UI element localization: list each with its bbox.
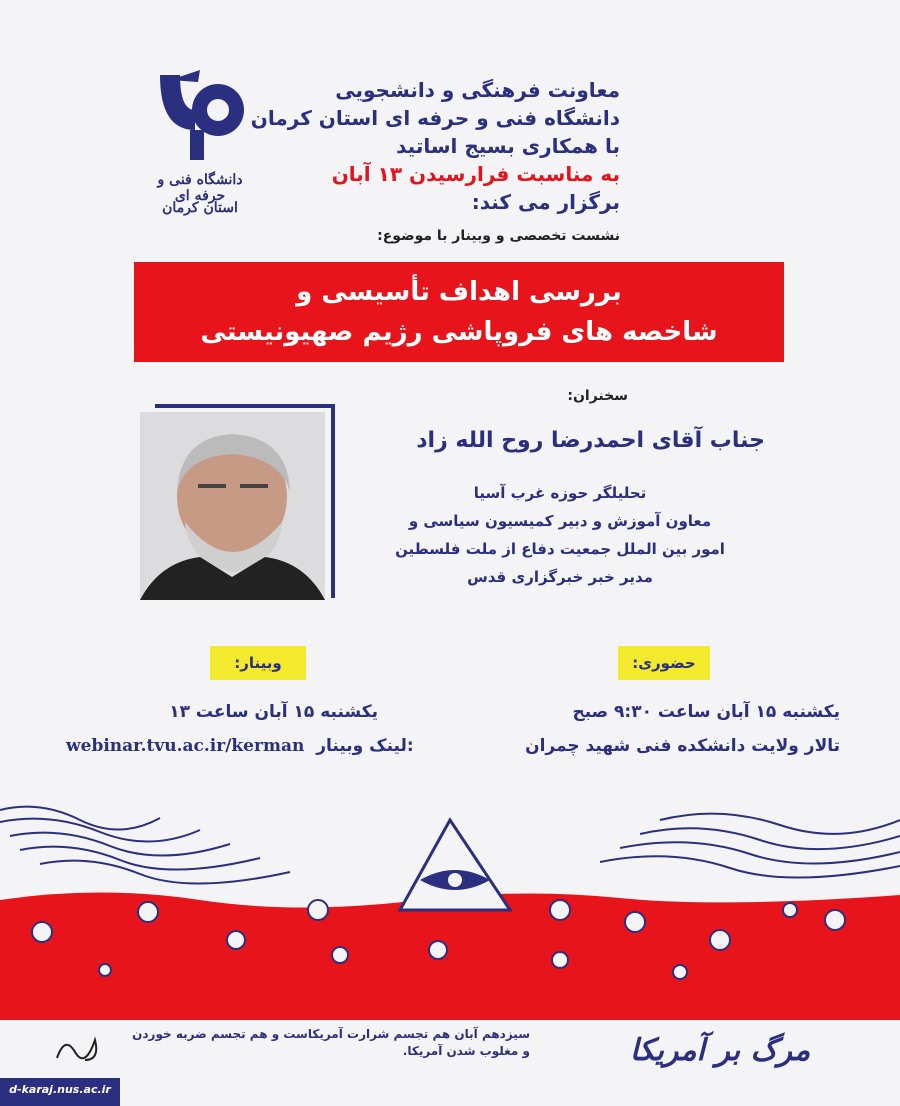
header-line1: معاونت فرهنگی و دانشجویی	[335, 78, 620, 102]
webinar-link-label: لینک وبینار:	[316, 736, 414, 756]
header-line3: با همکاری بسیج اساتید	[396, 134, 620, 158]
title-line1: بررسی اهداف تأسیسی و	[296, 277, 622, 307]
header-line2: دانشگاه فنی و حرفه ای استان کرمان	[250, 106, 620, 130]
in-person-tag: حضوری:	[618, 646, 710, 680]
pyramid-eye-icon	[400, 820, 510, 910]
logo-caption-line2: استان کرمان	[162, 200, 238, 216]
in-person-time: یکشنبه ۱۵ آبان ساعت ۹:۳۰ صبح	[572, 702, 840, 722]
slogan-calligraphy	[610, 1015, 830, 1095]
logo-caption-line1: دانشگاه فنی و حرفه ای	[157, 172, 243, 204]
site-credit[interactable]: d-karaj.nus.ac.ir	[0, 1078, 120, 1106]
slogan-text: مرگ بر آمریکا	[629, 1033, 811, 1068]
in-person-place: تالار ولایت دانشکده فنی شهید چمران	[525, 736, 840, 756]
webinar-link-row	[66, 736, 414, 756]
webinar-tag: وبینار:	[210, 646, 306, 680]
subject-label: نشست تخصصی و وبینار با موضوع:	[377, 228, 620, 244]
title-banner	[134, 262, 784, 362]
banner-illustration	[0, 800, 900, 1020]
footer-quote: سیزدهم آبان هم تجسم شرارت آمریکاست و هم تجسم ضربه خوردن و مغلوب شدن آمریکا.	[132, 1027, 530, 1058]
speaker-role-4: مدیر خبر خبرگزاری قدس	[467, 568, 653, 586]
signature-icon	[55, 1030, 105, 1068]
title-line2: شاخصه های فروپاشی رژیم صهیونیستی	[200, 317, 718, 347]
speaker-role-3: امور بین الملل جمعیت دفاع از ملت فلسطین	[395, 540, 725, 558]
speaker-photo	[140, 412, 325, 600]
webinar-link[interactable]: webinar.tvu.ac.ir/kerman	[66, 736, 305, 756]
header-occasion: به مناسبت فرارسیدن ۱۳ آبان	[331, 162, 620, 186]
speaker-role-2: معاون آموزش و دبیر کمیسیون سیاسی و	[408, 512, 712, 530]
speaker-name: جناب آقای احمدرضا روح الله زاد	[416, 428, 765, 453]
speakers-label: سخنران:	[567, 388, 628, 404]
speaker-role-1: تحلیلگر حوزه غرب آسیا	[473, 484, 647, 502]
header-line5: برگزار می کند:	[471, 190, 620, 214]
webinar-time: یکشنبه ۱۵ آبان ساعت ۱۳	[169, 702, 378, 722]
speaker-portrait-icon	[140, 412, 325, 600]
